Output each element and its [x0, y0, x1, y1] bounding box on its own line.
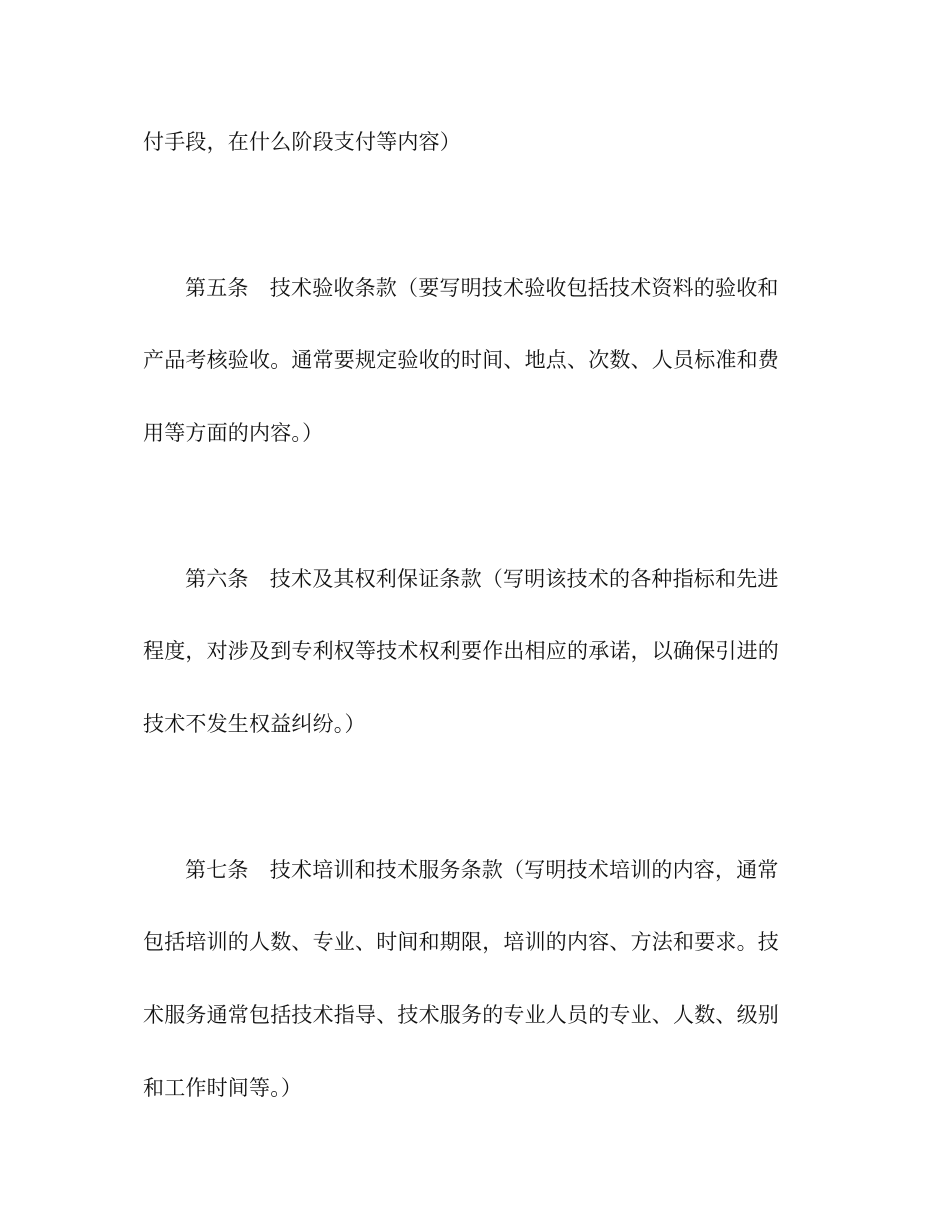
article-5-line-3: 用等方面的内容。） [143, 421, 324, 445]
article-6-line-2: 程度，对涉及到专利权等技术权利要作出相应的承诺，以确保引进的 [143, 639, 779, 663]
article-6-line-3: 技术不发生权益纠纷。） [143, 712, 366, 736]
article-7-line-4: 和工作时间等。） [143, 1076, 303, 1100]
article-7-line-3: 术服务通常包括技术指导、技术服务的专业人员的专业、人数、级别 [143, 1003, 779, 1027]
continuation-line: 付手段，在什么阶段支付等内容） [143, 130, 461, 154]
article-5-line-2: 产品考核验收。通常要规定验收的时间、地点、次数、人员标准和费 [143, 348, 779, 372]
article-6-line-1: 第六条 技术及其权利保证条款（写明该技术的各种指标和先进 [185, 567, 779, 591]
article-7-line-1: 第七条 技术培训和技术服务条款（写明技术培训的内容，通常 [185, 858, 779, 882]
article-7-line-2: 包括培训的人数、专业、时间和期限，培训的内容、方法和要求。技 [143, 930, 779, 954]
article-5-line-1: 第五条 技术验收条款（要写明技术验收包括技术资料的验收和 [185, 276, 779, 300]
